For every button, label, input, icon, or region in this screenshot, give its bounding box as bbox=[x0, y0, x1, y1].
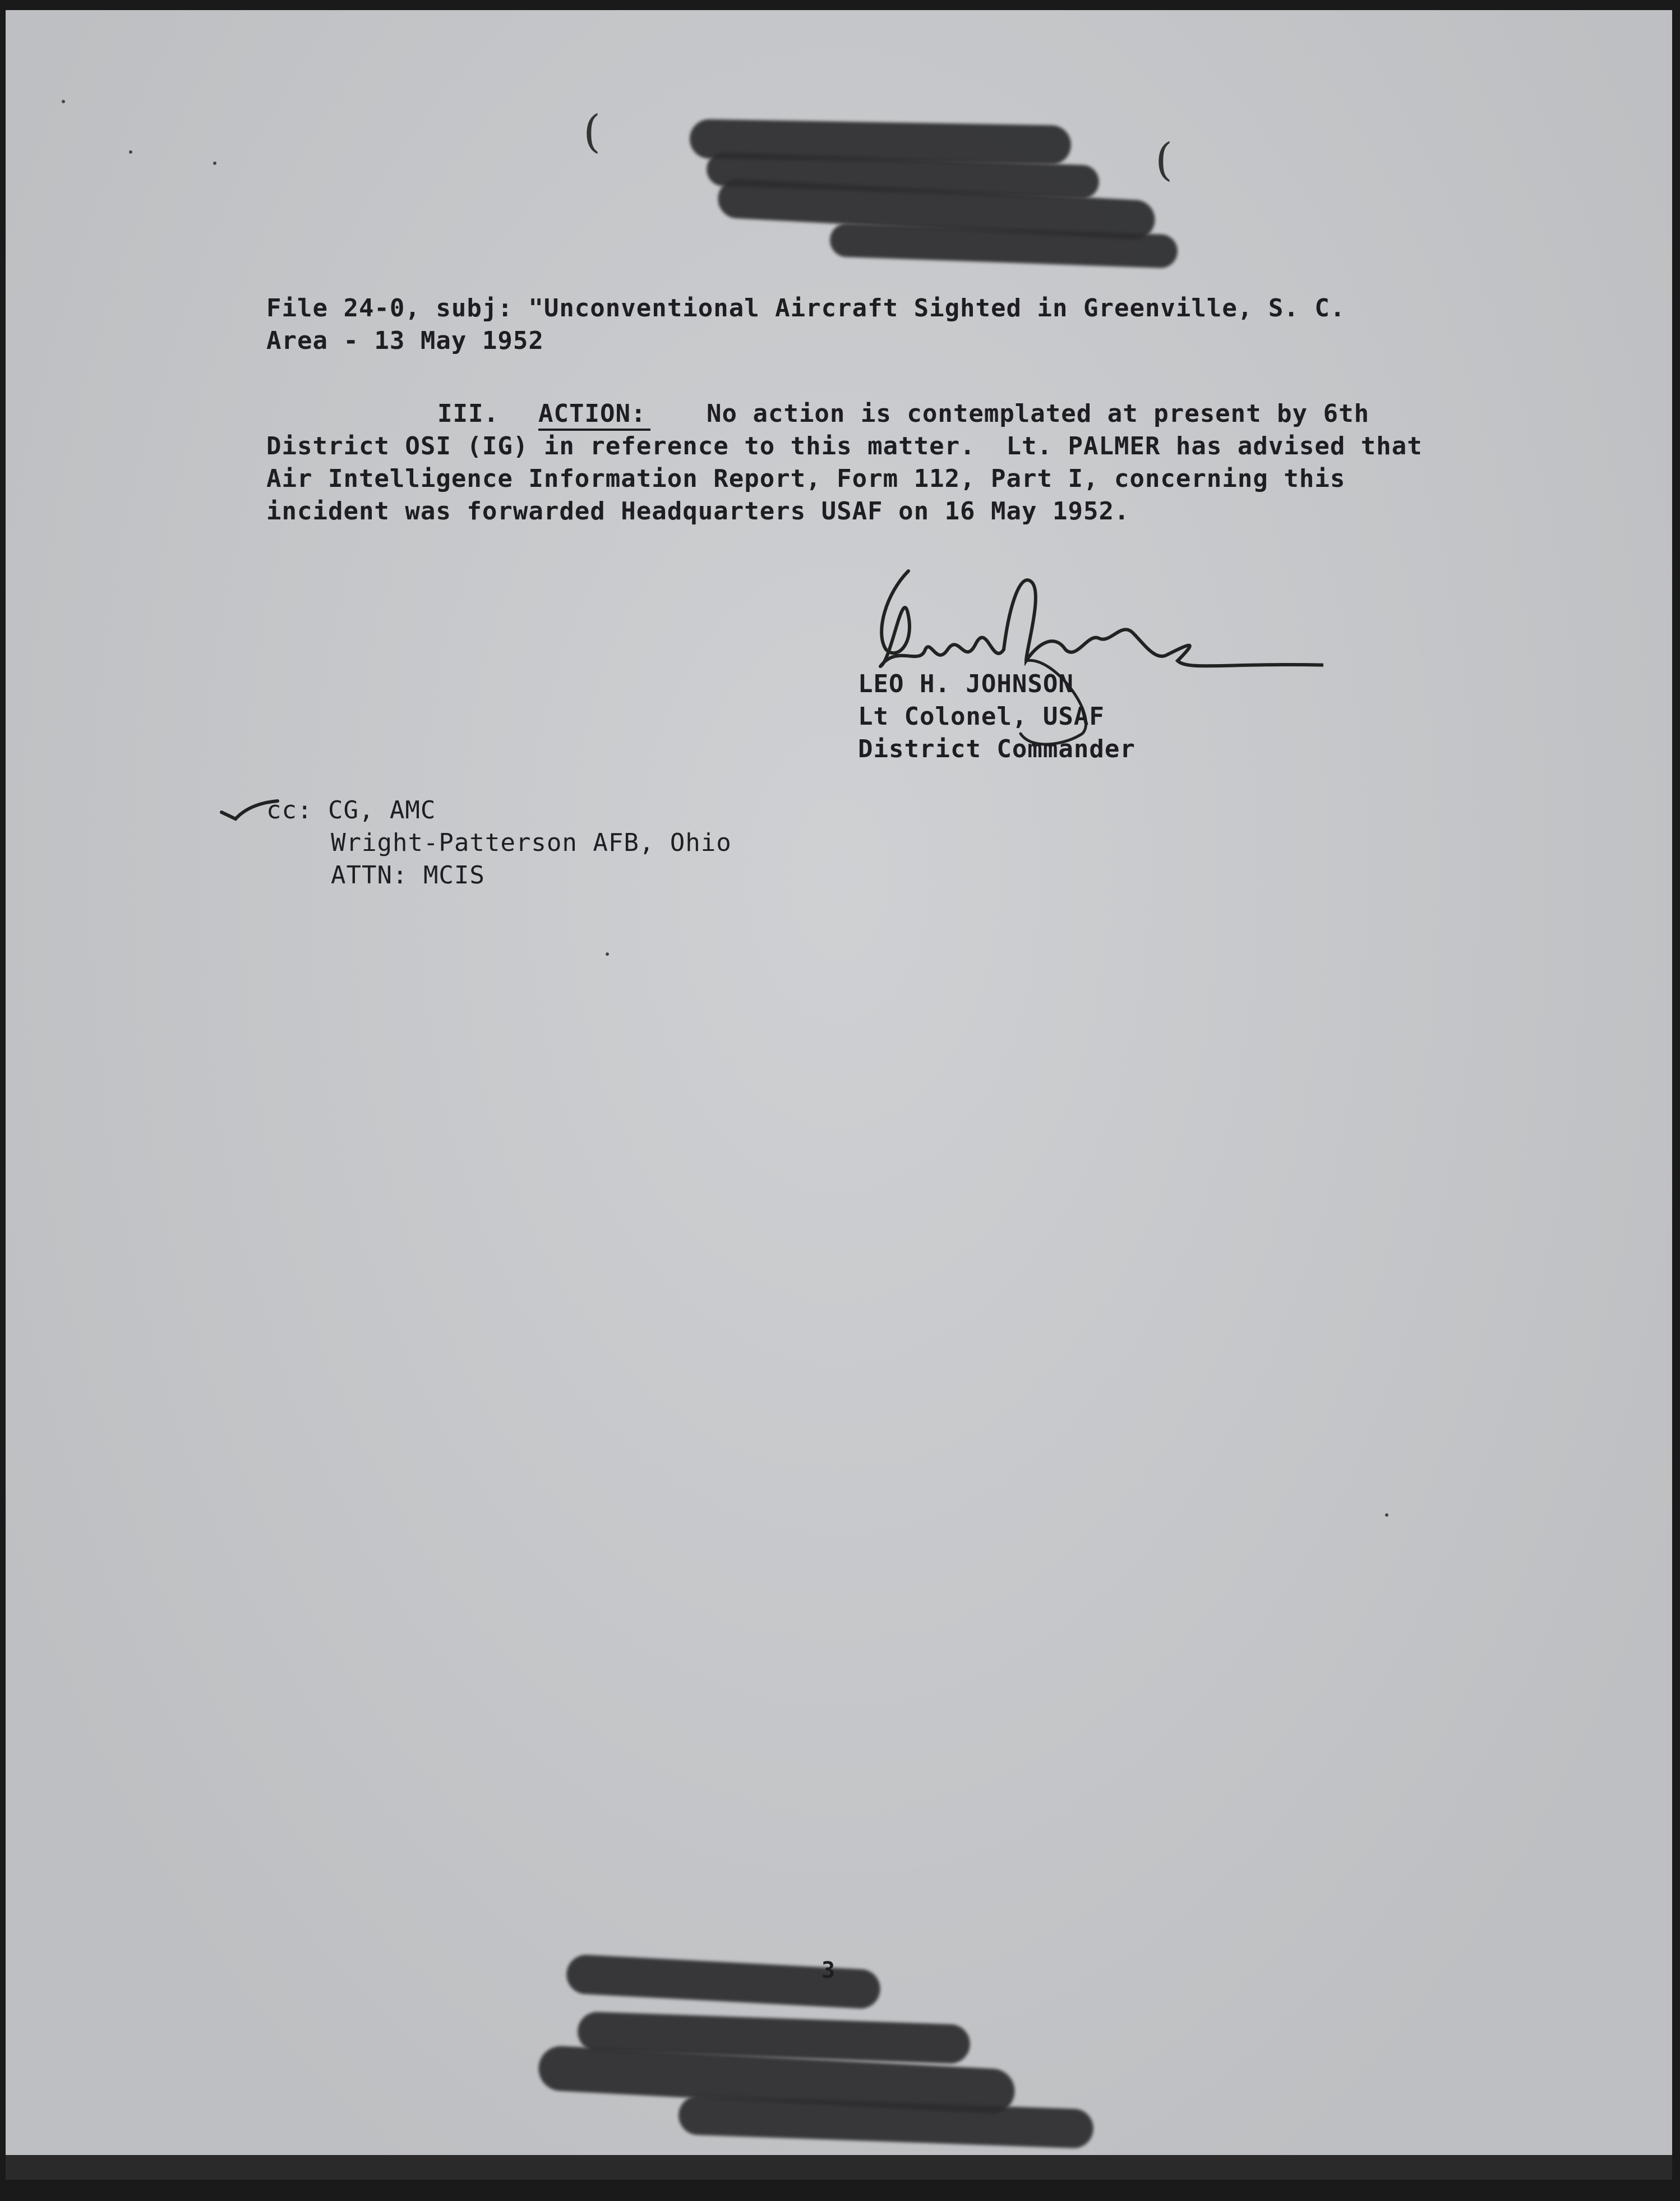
scan-edge bbox=[6, 2155, 1672, 2180]
bottom-redaction bbox=[678, 2095, 1094, 2149]
signer-title: District Commander bbox=[858, 735, 1136, 763]
speck bbox=[129, 150, 132, 154]
speck bbox=[62, 100, 65, 103]
speck bbox=[1385, 1513, 1388, 1517]
action-section-number: III. bbox=[437, 399, 499, 428]
speck bbox=[606, 952, 609, 956]
action-line-1: No action is contemplated at present by 6th bbox=[707, 399, 1370, 428]
margin-mark: ( bbox=[583, 105, 601, 158]
action-line-3: Air Intelligence Information Report, Form 112, Part I, concerning this bbox=[266, 464, 1346, 493]
action-heading-underline bbox=[538, 429, 650, 431]
action-line-2: District OSI (IG) in reference to this matter. Lt. PALMER has advised that bbox=[266, 432, 1423, 461]
action-heading: ACTION: bbox=[538, 399, 647, 428]
page-number: 3 bbox=[821, 1958, 836, 1983]
cc-line-3: ATTN: MCIS bbox=[331, 861, 485, 890]
signer-rank: Lt Colonel, USAF bbox=[858, 702, 1105, 731]
cc-line-1: cc: CG, AMC bbox=[266, 796, 436, 825]
action-line-4: incident was forwarded Headquarters USAF on 16 May 1952. bbox=[266, 497, 1130, 526]
margin-mark: ( bbox=[1155, 133, 1173, 186]
signer-name: LEO H. JOHNSON bbox=[858, 670, 1074, 698]
speck bbox=[213, 162, 216, 165]
cc-line-2: Wright-Patterson AFB, Ohio bbox=[331, 828, 732, 857]
document-page bbox=[6, 10, 1672, 2180]
subject-line-1: File 24-0, subj: "Unconventional Aircraft Sighted in Greenville, S. C. bbox=[266, 294, 1346, 323]
subject-line-2: Area - 13 May 1952 bbox=[266, 326, 544, 355]
